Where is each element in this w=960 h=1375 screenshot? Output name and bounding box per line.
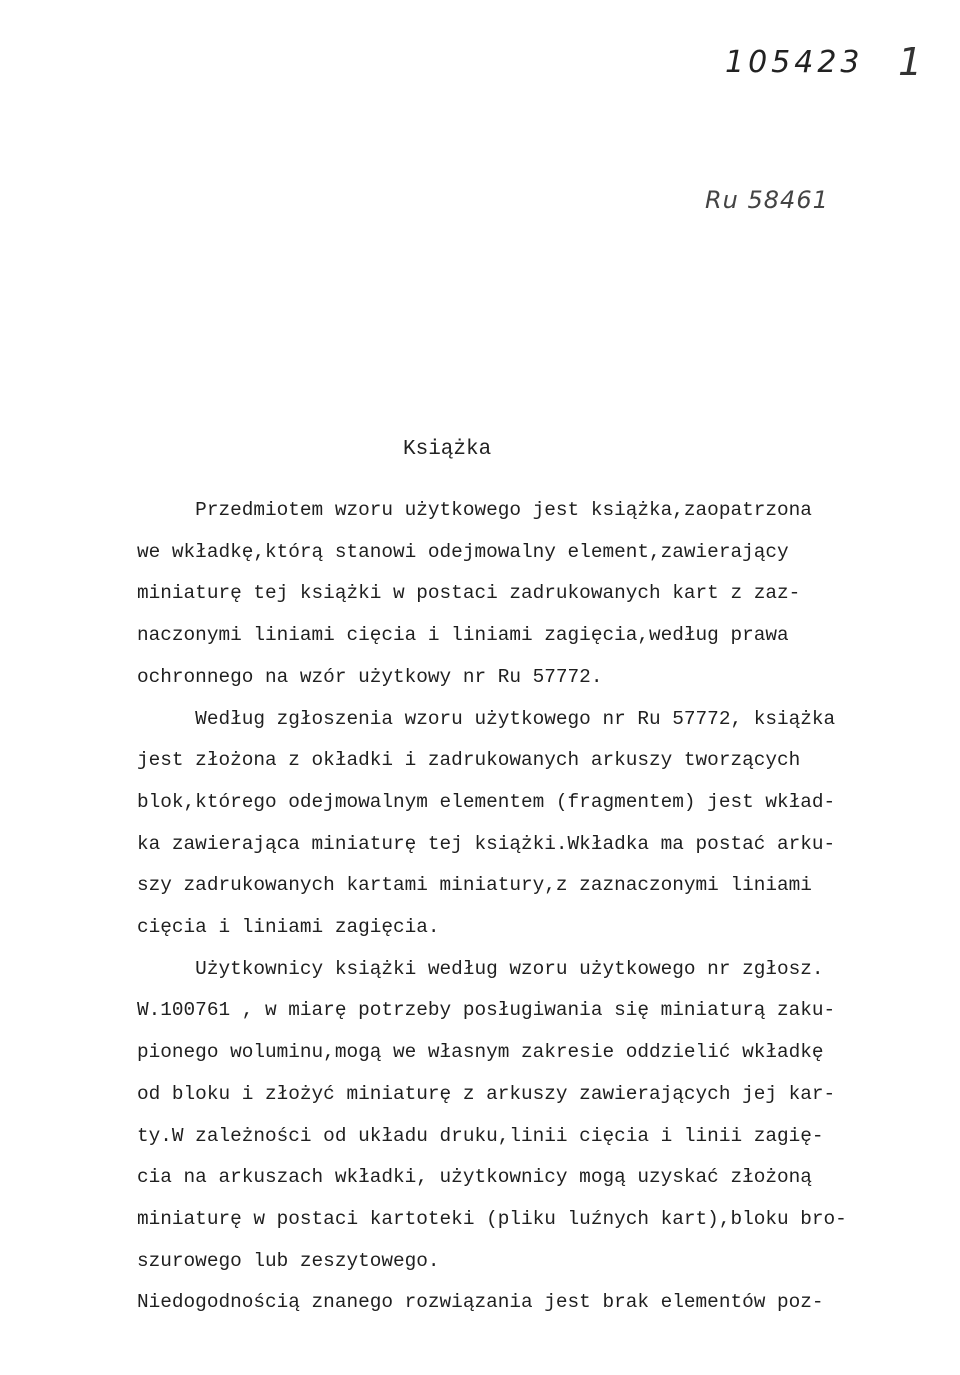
text-line: ochronnego na wzór użytkowy nr Ru 57772. xyxy=(137,665,603,688)
body-text xyxy=(137,490,897,1324)
text-line: blok,którego odejmowalnym elementem (fragmentem) jest wkład- xyxy=(137,790,836,813)
text-line: Użytkownicy książki według wzoru użytkowego nr zgłosz. xyxy=(137,957,824,980)
text-line: miniaturę w postaci kartoteki (pliku luźnych kart),bloku bro- xyxy=(137,1207,847,1230)
text-line: cięcia i liniami zagięcia. xyxy=(137,916,440,939)
text-line: we wkładkę,którą stanowi odejmowalny element,zawierający xyxy=(137,540,789,563)
text-line: ka zawierająca miniaturę tej książki.Wkładka ma postać arku- xyxy=(137,832,836,855)
page-number: 1 xyxy=(898,40,923,84)
text-line: W.100761 , w miarę potrzeby posługiwania się miniaturą zaku- xyxy=(137,999,836,1022)
text-line: szy zadrukowanych kartami miniatury,z zaznaczonymi liniami xyxy=(137,874,812,897)
text-line: Niedogodnością znanego rozwiązania jest brak elementów poz- xyxy=(137,1291,824,1314)
text-line: szurowego lub zeszytowego. xyxy=(137,1249,440,1272)
text-line: od bloku i złożyć miniaturę z arkuszy zawierających jej kar- xyxy=(137,1082,836,1105)
document-number: 105423 xyxy=(725,45,864,80)
text-line: ty.W zależności od układu druku,linii cięcia i linii zagię- xyxy=(137,1124,824,1147)
text-line: Według zgłoszenia wzoru użytkowego nr Ru 57772, książka xyxy=(137,707,836,730)
text-line: Przedmiotem wzoru użytkowego jest książka,zaopatrzona xyxy=(137,499,812,521)
handwritten-reference-note: Ru 58461 xyxy=(705,186,829,214)
text-line: pionego woluminu,mogą we własnym zakresie oddzielić wkładkę xyxy=(137,1041,824,1064)
text-line: cia na arkuszach wkładki, użytkownicy mogą uzyskać złożoną xyxy=(137,1166,812,1189)
text-line: miniaturę tej książki w postaci zadrukowanych kart z zaz- xyxy=(137,582,801,605)
text-line: jest złożona z okładki i zadrukowanych arkuszy tworzących xyxy=(137,749,801,772)
document-title: Książka xyxy=(403,438,492,461)
text-line: naczonymi liniami cięcia i liniami zagięcia,według prawa xyxy=(137,624,789,647)
